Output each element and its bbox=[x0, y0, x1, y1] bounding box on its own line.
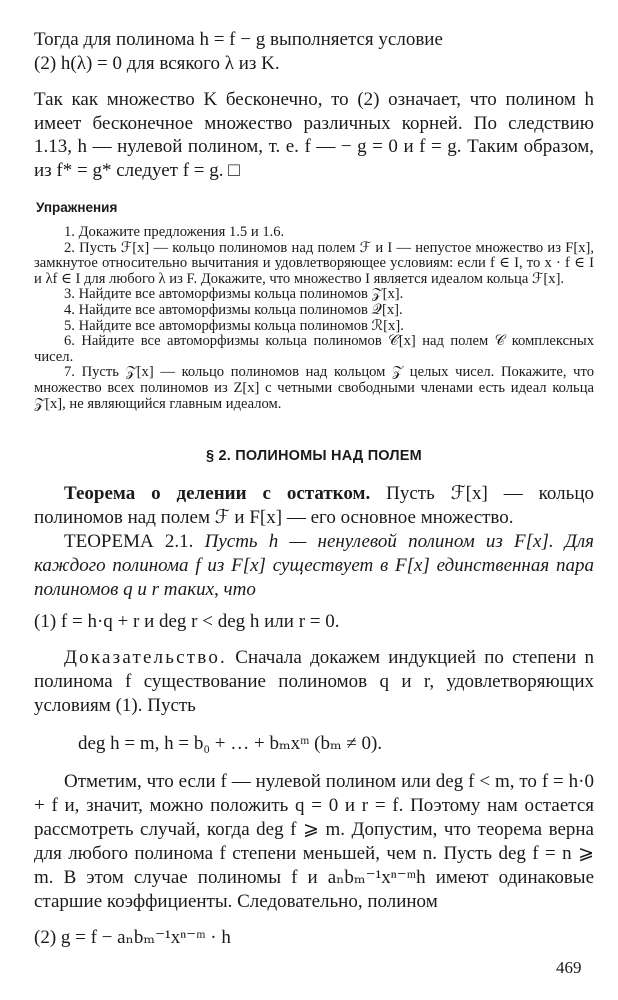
theorem-statement bbox=[34, 530, 594, 602]
theorem-label: ТЕОРЕМА 2.1. bbox=[64, 531, 194, 553]
proof-paragraph bbox=[34, 646, 594, 718]
proof-text: Сначала докажем индукцией по степени n полинома f существование полиномов q и r, удовлетворяющих условиям (1). Пусть bbox=[34, 647, 594, 717]
equation-degree: deg h = m, h = b₀ + … + bₘxᵐ (bₘ ≠ 0). bbox=[78, 733, 383, 755]
equation-1: (1) f = h·q + r и deg r < deg h или r = 0. bbox=[34, 611, 340, 633]
exercise-item: 2. Пусть ℱ[x] — кольцо полиномов над полем ℱ и I — непустое множество из F[x], замкнутое относительно вычитания и удовлетворяющее условиям: если f ∈ I, то x · f ∈ I и λf ∈ I для любого λ из F. Докажите, что множество I является идеалом кольца ℱ[x]. bbox=[34, 239, 594, 287]
proof-label: Доказательство. bbox=[64, 647, 227, 669]
exercises-list bbox=[34, 225, 594, 412]
page-number: 469 bbox=[556, 958, 582, 977]
intro-line: Тогда для полинома h = f − g выполняется условие bbox=[34, 29, 443, 50]
exercise-item: 7. Пусть 𝒵[x] — кольцо полиномов над кольцом 𝒵 целых чисел. Покажите, что множество всех полиномов из Z[x] с четными свободными членами есть идеал кольца 𝒵[x], не являющийся главным идеалом. bbox=[34, 364, 594, 412]
theorem-intro-text: Пусть ℱ[x] — кольцо полиномов над полем ℱ и F[x] — его основное множество. bbox=[34, 483, 594, 529]
proof-continuation: Отметим, что если f — нулевой полином или deg f < m, то f = h·0 + f и, значит, можно положить q = 0 и r = f. Поэтому нам остается рассмотреть случай, когда deg f ⩾ m. Допустим, что теорема верна для любого полинома f степени меньшей, чем n. Пусть deg f = n ⩾ m. В этом случае полиномы f и aₙbₘ⁻¹xⁿ⁻ᵐh имеют одинаковые старшие коэффициенты. Следовательно, полином bbox=[34, 771, 594, 913]
exercise-item: 4. Найдите все автоморфизмы кольца полиномов 𝒬[x]. bbox=[64, 301, 403, 318]
exercise-item: 1. Докажите предложения 1.5 и 1.6. bbox=[64, 224, 285, 240]
page-body bbox=[34, 28, 594, 950]
exercises-heading: Упражнения bbox=[36, 200, 118, 215]
equation-2: (2) g = f − aₙbₘ⁻¹xⁿ⁻ᵐ · h bbox=[34, 927, 231, 949]
theorem-intro-bold: Теорема о делении с остатком. bbox=[64, 483, 371, 505]
equation-2-top: (2) h(λ) = 0 для всякого λ из K. bbox=[34, 53, 280, 74]
exercise-item: 3. Найдите все автоморфизмы кольца полиномов 𝒵[x]. bbox=[64, 286, 404, 303]
conclusion-paragraph: Так как множество K бесконечно, то (2) означает, что полином h имеет бесконечное множество различных корней. По следствию 1.13, h — нулевой полином, т. е. f — − g = 0 и f = g. Таким образом, из f* = g* следует f = g. □ bbox=[34, 89, 594, 181]
theorem-text: Пусть h — ненулевой полином из F[x]. Для каждого полинома f из F[x] существует в F[x] единственная пара полиномов q и r таких, что bbox=[34, 531, 594, 601]
exercise-item: 5. Найдите все автоморфизмы кольца полиномов ℛ[x]. bbox=[64, 317, 404, 334]
section-title: § 2. ПОЛИНОМЫ НАД ПОЛЕМ bbox=[206, 448, 422, 465]
theorem-intro bbox=[34, 482, 594, 530]
exercise-item: 6. Найдите все автоморфизмы кольца полиномов 𝒞[x] над полем 𝒞 комплексных чисел. bbox=[34, 333, 594, 365]
